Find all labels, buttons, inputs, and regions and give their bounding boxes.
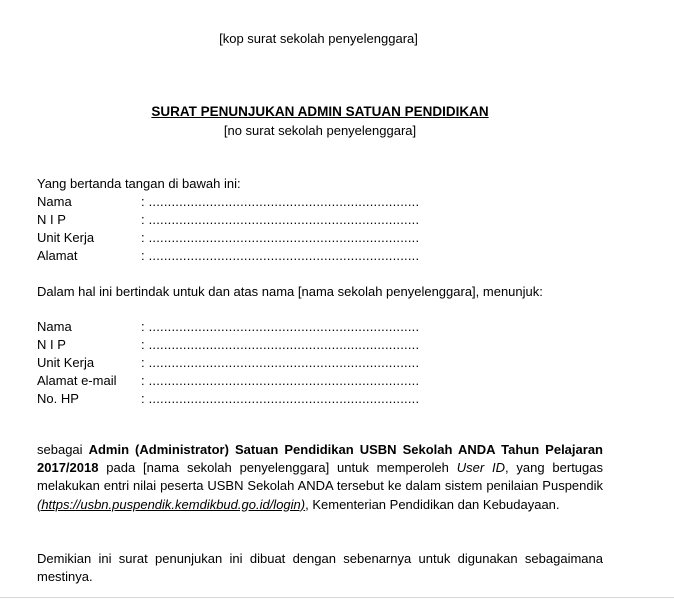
paragraph-text: , yang bertugas melakukan entri nilai peserta USBN Sekolah ANDA tersebut ke dalam sistem penilaian Puspendik xyxy=(37,460,603,494)
closing-paragraph: Demikian ini surat penunjukan ini dibuat dengan sebenarnya untuk digunakan sebagaimana mestinya. xyxy=(37,551,603,585)
field-value: : ....................................................................... xyxy=(141,194,420,209)
paragraph-text: , Kementerian Pendidikan dan Kebudayaan. xyxy=(305,496,560,512)
appointment-paragraph xyxy=(37,441,603,514)
signer-field-nip xyxy=(37,211,419,229)
signer-field-nama xyxy=(37,193,419,211)
field-label: No. HP xyxy=(37,391,79,406)
letter-number-placeholder: [no surat sekolah penyelenggara] xyxy=(223,123,417,138)
field-value: : ....................................................................... xyxy=(141,391,420,406)
field-value: : ....................................................................... xyxy=(141,337,420,352)
field-value: : ....................................................................... xyxy=(141,230,420,245)
user-id-term: User ID xyxy=(456,460,505,476)
appointee-field-nip xyxy=(37,336,419,354)
field-label: Alamat e-mail xyxy=(37,373,117,388)
letter-title: SURAT PENUNJUKAN ADMIN SATUAN PENDIDIKAN xyxy=(151,104,489,119)
field-label: Alamat xyxy=(37,248,78,263)
field-value: : ....................................................................... xyxy=(141,319,420,334)
role-title: Admin (Administrator) Satuan Pendidikan USBN Sekolah ANDA Tahun Pelajaran 2017/2018 xyxy=(37,442,603,476)
letterhead-placeholder: [kop surat sekolah penyelenggara] xyxy=(219,31,418,46)
field-value: : ....................................................................... xyxy=(141,212,420,227)
field-value: : ....................................................................... xyxy=(141,355,420,370)
field-value: : ....................................................................... xyxy=(141,248,420,263)
field-label: Nama xyxy=(37,319,72,334)
signer-field-unit-kerja xyxy=(37,229,419,247)
field-label: Nama xyxy=(37,194,72,209)
field-label: N I P xyxy=(37,212,66,227)
paragraph-text: pada [nama sekolah penyelenggara] untuk memperoleh xyxy=(98,460,457,476)
field-label: Unit Kerja xyxy=(37,355,95,370)
puspendik-link[interactable]: (https://usbn.puspendik.kemdikbud.go.id/login) xyxy=(37,496,306,512)
signer-field-alamat xyxy=(37,247,419,265)
appointee-field-phone xyxy=(37,390,419,408)
field-label: N I P xyxy=(37,337,66,352)
behalf-text: Dalam hal ini bertindak untuk dan atas nama [nama sekolah penyelenggara], menunjuk: xyxy=(37,284,543,299)
appointee-field-unit-kerja xyxy=(37,354,419,372)
paragraph-text: sebagai xyxy=(37,442,89,457)
field-label: Unit Kerja xyxy=(37,230,95,245)
appointee-field-email xyxy=(37,372,419,390)
page-bottom-edge xyxy=(0,597,674,598)
intro-text: Yang bertanda tangan di bawah ini: xyxy=(37,176,241,191)
field-value: : ....................................................................... xyxy=(141,373,420,388)
appointee-field-nama xyxy=(37,318,419,336)
